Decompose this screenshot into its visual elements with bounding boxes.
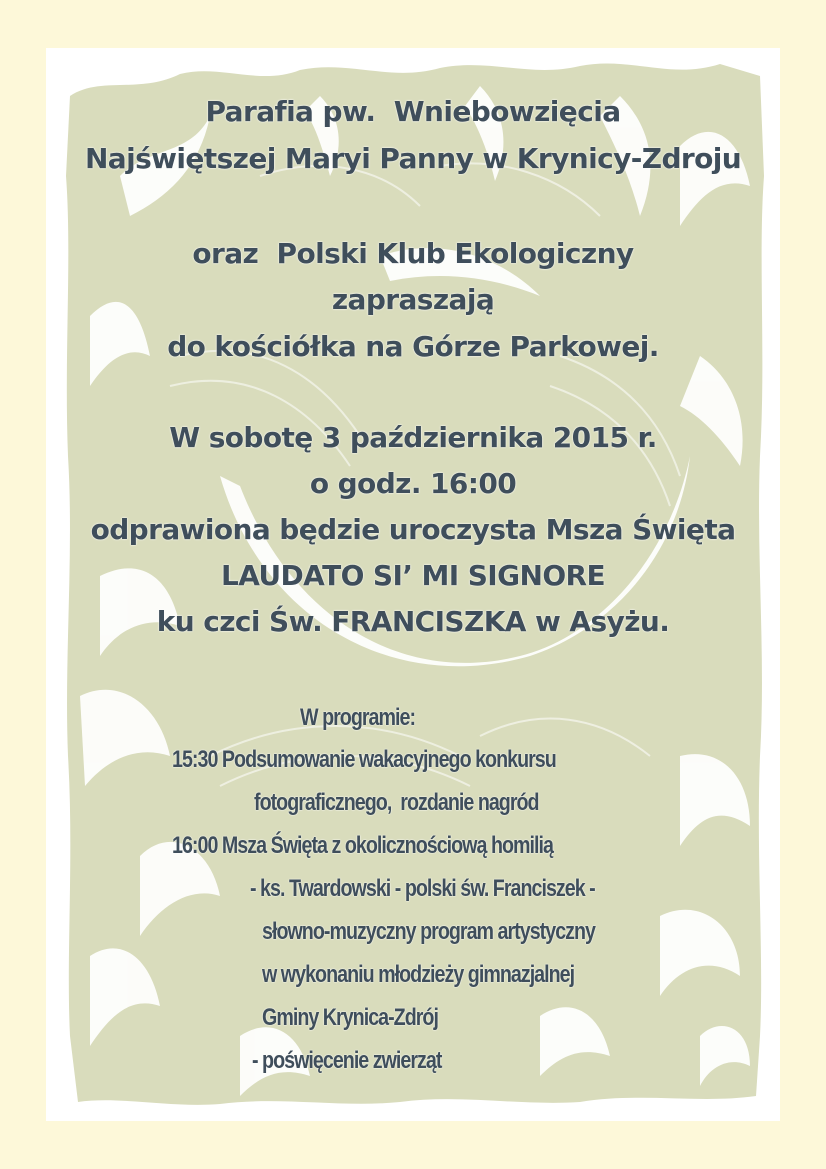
- invitation-line-2: zapraszają: [331, 283, 495, 316]
- program-item: Gminy Krynica-Zdrój: [262, 1004, 438, 1031]
- event-dedication: ku czci Św. FRANCISZKA w Asyżu.: [156, 605, 670, 638]
- parish-name-line-2: Najświętszej Maryi Panny w Krynicy-Zdroju: [84, 142, 742, 175]
- invitation-line-3: do kościółka na Górze Parkowej.: [167, 330, 659, 363]
- program-item: 16:00 Msza Święta z okolicznościową homilią: [172, 832, 553, 859]
- event-date: W sobotę 3 października 2015 r.: [169, 421, 657, 454]
- program-item: fotograficznego, rozdanie nagród: [254, 789, 539, 816]
- program-heading: W programie:: [300, 704, 416, 731]
- program-item: 15:30 Podsumowanie wakacyjnego konkursu: [172, 746, 556, 773]
- program-item: w wykonaniu młodzieży gimnazjalnej: [262, 961, 575, 988]
- program-item: - poświęcenie zwierząt: [252, 1047, 442, 1074]
- event-description: odprawiona będzie uroczysta Msza Święta: [90, 513, 736, 546]
- event-time: o godz. 16:00: [309, 467, 517, 500]
- program-item: - ks. Twardowski - polski św. Franciszek -: [250, 875, 595, 902]
- parish-name-line-1: Parafia pw. Wniebowzięcia: [205, 95, 621, 128]
- invitation-line-1: oraz Polski Klub Ekologiczny: [192, 237, 634, 270]
- event-mass-title: LAUDATO SI’ MI SIGNORE: [220, 559, 606, 592]
- program-item: słowno-muzyczny program artystyczny: [262, 918, 596, 945]
